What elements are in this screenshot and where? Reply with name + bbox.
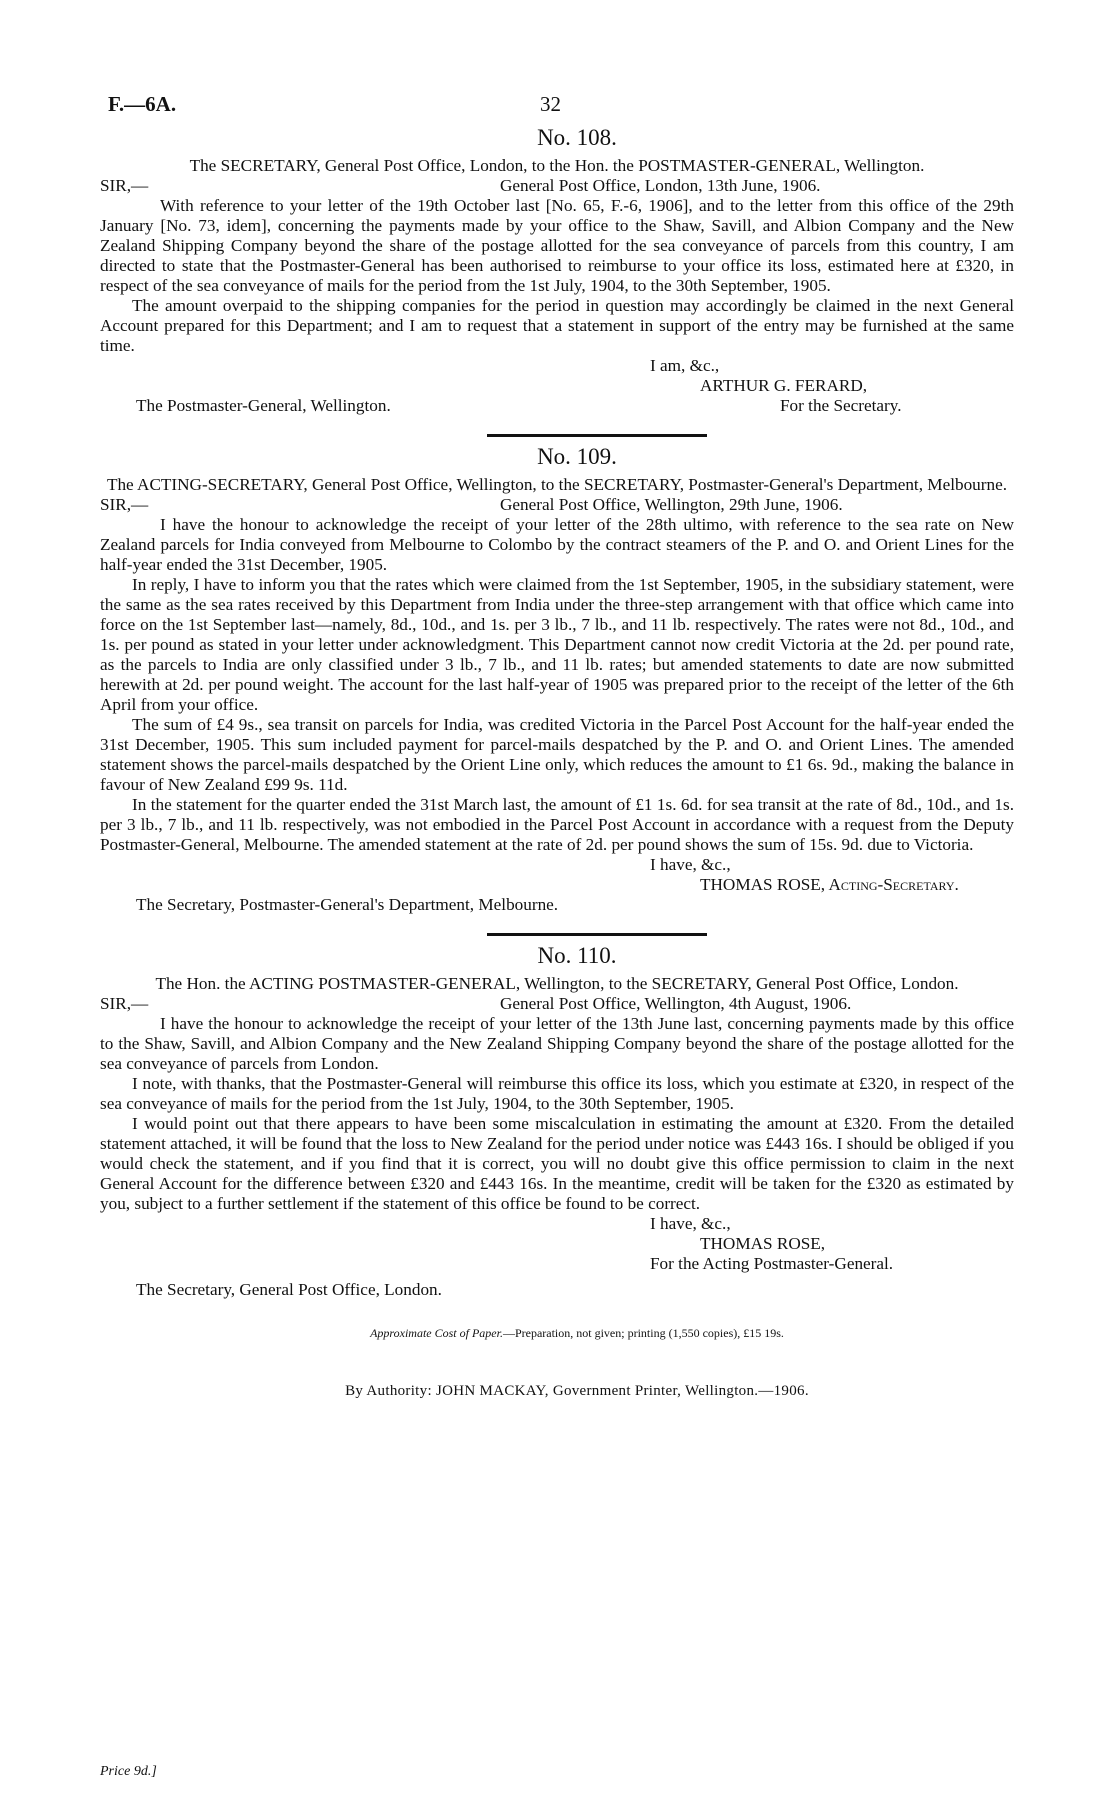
page-header <box>100 88 1014 128</box>
letter-number: No. 110. <box>537 943 617 968</box>
signature-row <box>100 895 1014 915</box>
signature: THOMAS ROSE, <box>700 1234 826 1253</box>
dateline: General Post Office, Wellington, 29th June, 1906. <box>500 495 843 514</box>
letter-heading: The Hon. the ACTING POSTMASTER-GENERAL, Wellington, to the SECRETARY, General Post Office, London. <box>155 974 959 993</box>
printer-imprint: By Authority: JOHN MACKAY, Government Printer, Wellington.—1906. <box>345 1383 809 1399</box>
signature-role: For the Acting Postmaster-General. <box>650 1254 894 1273</box>
paragraph: The amount overpaid to the shipping companies for the period in question may accordingly be claimed in the next General Account prepared for this Department; and I am to request that a statement in support of the entry may be furnished at the same time. <box>100 296 1014 355</box>
paragraph: The sum of £4 9s., sea transit on parcels for India, was credited Victoria in the Parcel Post Account for the half-year ended the 31st December, 1905. This sum included payment for parcel-mails despatched by the P. and O. and Orient Lines. The amended statement shows the parcel-mails despatched by the Orient Line only, which reduces the amount to £1 6s. 9d., making the balance in favour of New Zealand £99 9s. 11d. <box>100 715 1014 794</box>
paragraph: In reply, I have to inform you that the rates which were claimed from the 1st September, 1905, in the subsidiary statement, were the same as the sea rates received by this Department from India under the three-step arrangement with that office which came into force on the 1st September last—namely, 8d., 10d., and 1s. per 3 lb., 7 lb., and 11 lb. respectively. The rates were not 8d., 10d., and 1s. per pound as stated in your letter under acknowledgment. This Department cannot now credit Victoria at the 2d. per pound rate, as the parcels to India are only classified under 3 lb., 7 lb., and 11 lb. rates; but amended statements to date are now submitted herewith at 2d. per pound weight. The account for the last half-year of 1905 was prepared prior to the receipt of the letter of the 6th April from your office. <box>100 575 1014 714</box>
letter-108 <box>100 125 1014 416</box>
paragraph: With reference to your letter of the 19th October last [No. 65, F.-6, 1906], and to the letter from this office of the 29th January [No. 73, idem], concerning the payments made by your office to the Shaw, Savill, and Albion Company and the New Zealand Shipping Company beyond the share of the postage allotted for the sea conveyance of parcels from this country, I am directed to state that the Postmaster-General has been authorised to reimburse to your office its loss, estimated here at £320, in respect of the sea conveyance of mails for the period from the 1st July, 1904, to the 30th September, 1905. <box>100 196 1014 295</box>
closing: I have, &c., <box>650 855 731 874</box>
section-divider <box>487 933 707 936</box>
salutation-row <box>100 994 1014 1014</box>
dateline: General Post Office, Wellington, 4th August, 1906. <box>500 994 852 1013</box>
addressee: The Secretary, Postmaster-General's Department, Melbourne. <box>136 895 559 914</box>
letter-heading: The SECRETARY, General Post Office, London, to the Hon. the POSTMASTER-GENERAL, Wellington. <box>189 156 925 175</box>
letter-110 <box>100 943 1014 1300</box>
paragraph: I note, with thanks, that the Postmaster-General will reimburse this office its loss, which you estimate at £320, in respect of the sea conveyance of mails for the period from the 1st July, 1904, to the 30th September, 1905. <box>100 1074 1014 1113</box>
dateline: General Post Office, London, 13th June, 1906. <box>500 176 821 195</box>
letter-number: No. 108. <box>537 125 617 150</box>
cost-label: Approximate Cost of Paper. <box>370 1326 503 1340</box>
salutation: SIR,— <box>100 994 149 1013</box>
letter-heading: The ACTING-SECRETARY, General Post Office, Wellington, to the SECRETARY, Postmaster-General's Department, Melbourne. <box>106 475 1008 494</box>
document-reference: F.—6A. <box>108 92 177 116</box>
letter-109 <box>100 444 1014 915</box>
signature-row <box>100 1254 1014 1274</box>
salutation: SIR,— <box>100 176 149 195</box>
section-divider <box>487 434 707 437</box>
cost-note <box>100 1326 1014 1341</box>
closing: I have, &c., <box>650 1214 731 1233</box>
letter-number: No. 109. <box>537 444 617 469</box>
signature: ARTHUR G. FERARD, <box>700 376 868 395</box>
price-note: Price 9d.] <box>100 1764 157 1779</box>
cost-text: —Preparation, not given; printing (1,550 copies), £15 19s. <box>502 1326 784 1340</box>
signature: THOMAS ROSE, Acting-Secretary. <box>700 875 959 894</box>
paragraph: I have the honour to acknowledge the receipt of your letter of the 13th June last, concerning payments made by this office to the Shaw, Savill, and Albion Company and the New Zealand Shipping Company beyond the share of the postage allotted for the sea conveyance of parcels from London. <box>100 1014 1014 1073</box>
paragraph: I would point out that there appears to have been some miscalculation in estimating the amount at £320. From the detailed statement attached, it will be found that the loss to New Zealand for the period under notice was £443 16s. I should be obliged if you would check the statement, and if you find that it is correct, you will no doubt give this office permission to claim in the next General Account for the difference between £320 and £443 16s. In the meantime, credit will be taken for the £320 as estimated by you, subject to a further settlement if the statement of this office be found to be correct. <box>100 1114 1014 1213</box>
signature-role: For the Secretary. <box>780 396 902 415</box>
paragraph: I have the honour to acknowledge the receipt of your letter of the 28th ultimo, with reference to the sea rate on New Zealand parcels for India conveyed from Melbourne to Colombo by the contract steamers of the P. and O. and Orient Lines for the half-year ended the 31st December, 1905. <box>100 515 1014 574</box>
closing: I am, &c., <box>650 356 720 375</box>
salutation-row <box>100 176 1014 196</box>
addressee: The Postmaster-General, Wellington. <box>136 396 391 415</box>
paragraph: In the statement for the quarter ended the 31st March last, the amount of £1 1s. 6d. for sea transit at the rate of 8d., 10d., and 1s. per 3 lb., 7 lb., and 11 lb. respectively, was not embodied in the Parcel Post Account in accordance with a request from the Deputy Postmaster-General, Melbourne. The amended statement at the rate of 2d. per pound shows the sum of 15s. 9d. due to Victoria. <box>100 795 1014 854</box>
addressee-row <box>100 1280 1014 1300</box>
page-number: 32 <box>540 92 561 116</box>
salutation: SIR,— <box>100 495 149 514</box>
signature-row <box>100 396 1014 416</box>
addressee: The Secretary, General Post Office, London. <box>136 1280 442 1299</box>
salutation-row <box>100 495 1014 515</box>
